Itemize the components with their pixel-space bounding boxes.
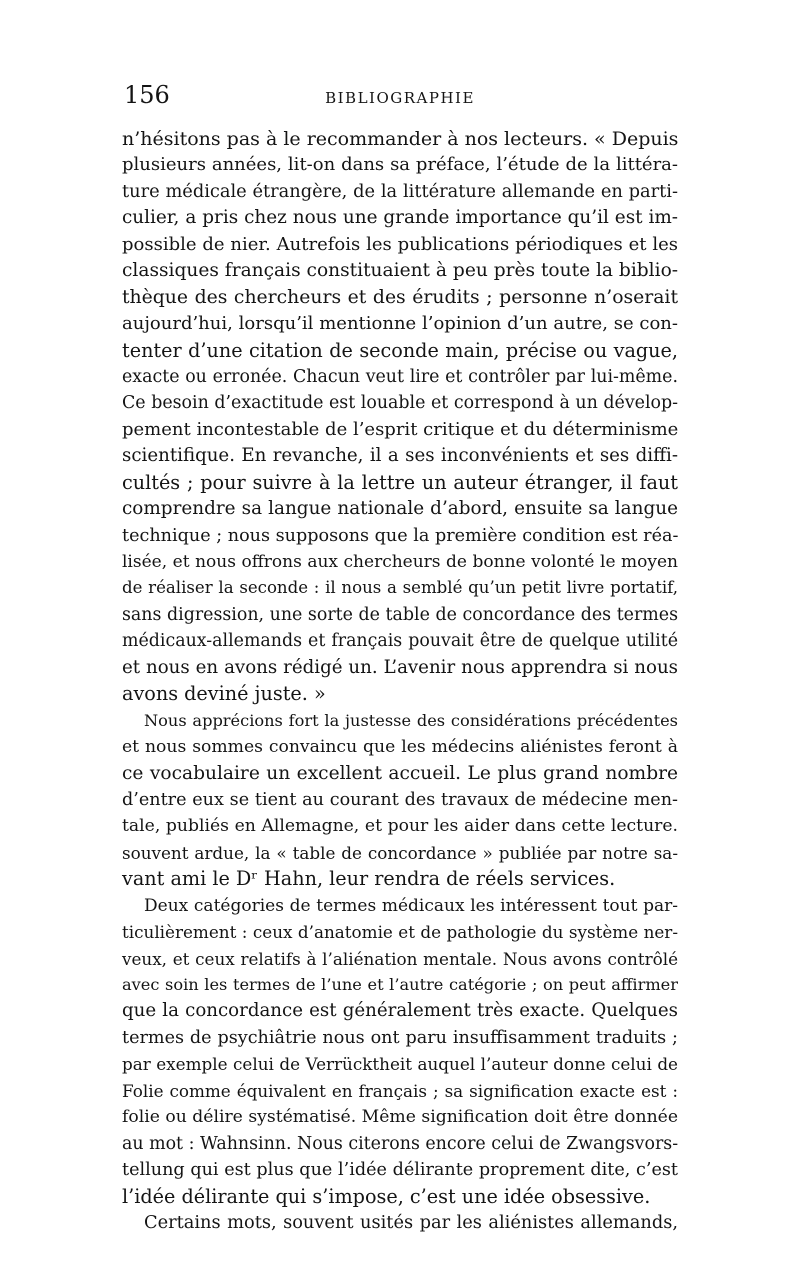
text-line: de réaliser la seconde : il nous a semblé qu’un petit livre portatif, <box>122 578 678 598</box>
text-line: et nous en avons rédigé un. L’avenir nous apprendra si nous <box>122 656 678 678</box>
text-line: aujourd’hui, lorsqu’il mentionne l’opinion d’un autre, se con- <box>122 313 678 335</box>
body-text <box>122 126 678 1236</box>
text-line: termes de psychiâtrie nous ont paru insuffisamment traduits ; <box>122 1027 678 1048</box>
text-line: sans digression, une sorte de table de concordance des termes <box>122 604 678 625</box>
text-line: médicaux-allemands et français pouvait être de quelque utilité <box>122 631 678 652</box>
text-line: que la concordance est généralement très exacte. Quelques <box>122 1000 678 1022</box>
text-line: plusieurs années, lit-on dans sa préface, l’étude de la littéra- <box>122 154 678 176</box>
text-line: vant ami le Dʳ Hahn, leur rendra de réels services. <box>122 867 616 891</box>
text-line: technique ; nous supposons que la première condition est réa- <box>122 525 679 546</box>
text-line: Certains mots, souvent usités par les aliénistes allemands, <box>144 1211 678 1233</box>
text-line: cultés ; pour suivre à la lettre un auteur étranger, il faut <box>122 470 678 494</box>
text-line: folie ou délire systématisé. Même signification doit être donnée <box>122 1107 678 1128</box>
text-line: Ce besoin d’exactitude est louable et correspond à un dévelop- <box>122 393 678 414</box>
text-line: d’entre eux se tient au courant des travaux de médecine men- <box>122 789 678 810</box>
text-line: lisée, et nous offrons aux chercheurs de bonne volonté le moyen <box>122 552 678 572</box>
text-line: veux, et ceux relatifs à l’aliénation mentale. Nous avons contrôlé <box>122 948 678 969</box>
text-line: pement incontestable de l’esprit critique et du déterminisme <box>122 418 679 440</box>
text-line: et nous sommes convaincu que les médecins aliénistes feront à <box>122 737 678 758</box>
text-line: n’hésitons pas à le recommander à nos lecteurs. « Depuis <box>122 128 679 150</box>
text-line: exacte ou erronée. Chacun veut lire et contrôler par lui-même. <box>122 366 678 387</box>
text-line: scientifique. En revanche, il a ses inconvénients et ses diffi- <box>122 445 678 467</box>
running-title: BIBLIOGRAPHIE <box>325 89 475 107</box>
text-line: thèque des chercheurs et des érudits ; personne n’oserait <box>122 286 678 308</box>
text-line: tale, publiés en Allemagne, et pour les aider dans cette lecture. <box>122 816 678 837</box>
text-line: tenter d’une citation de seconde main, précise ou vague, <box>122 338 678 362</box>
text-line: ture médicale étrangère, de la littérature allemande en parti- <box>122 180 678 202</box>
text-line: classiques français constituaient à peu près toute la biblio- <box>122 260 679 282</box>
text-line: avons deviné juste. » <box>122 682 326 706</box>
text-line: ce vocabulaire un excellent accueil. Le plus grand nombre <box>122 762 678 784</box>
text-line: Deux catégories de termes médicaux les intéressent tout par- <box>144 895 678 916</box>
text-line: comprendre sa langue nationale d’abord, ensuite sa langue <box>122 498 678 520</box>
text-line: au mot : Wahnsinn. Nous citerons encore celui de Zwangsvors- <box>122 1133 679 1154</box>
text-line: tellung qui est plus que l’idée délirante proprement dite, c’est <box>122 1160 678 1181</box>
text-line: culier, a pris chez nous une grande importance qu’il est im- <box>122 207 678 229</box>
page-number: 156 <box>124 81 170 109</box>
text-line: souvent ardue, la « table de concordance » publiée par notre sa- <box>122 842 678 863</box>
text-line: par exemple celui de Verrücktheit auquel l’auteur donne celui de <box>122 1054 678 1075</box>
text-line: Nous apprécions fort la justesse des considérations précédentes <box>144 710 678 730</box>
text-line: avec soin les termes de l’une et l’autre catégorie ; on peut affirmer <box>122 975 678 994</box>
text-line: possible de nier. Autrefois les publications périodiques et les <box>122 233 678 255</box>
text-line: l’idée délirante qui s’impose, c’est une idée obsessive. <box>122 1184 651 1208</box>
text-line: ticulièrement : ceux d’anatomie et de pathologie du système ner- <box>122 922 678 943</box>
text-line: Folie comme équivalent en français ; sa signification exacte est : <box>122 1080 678 1101</box>
